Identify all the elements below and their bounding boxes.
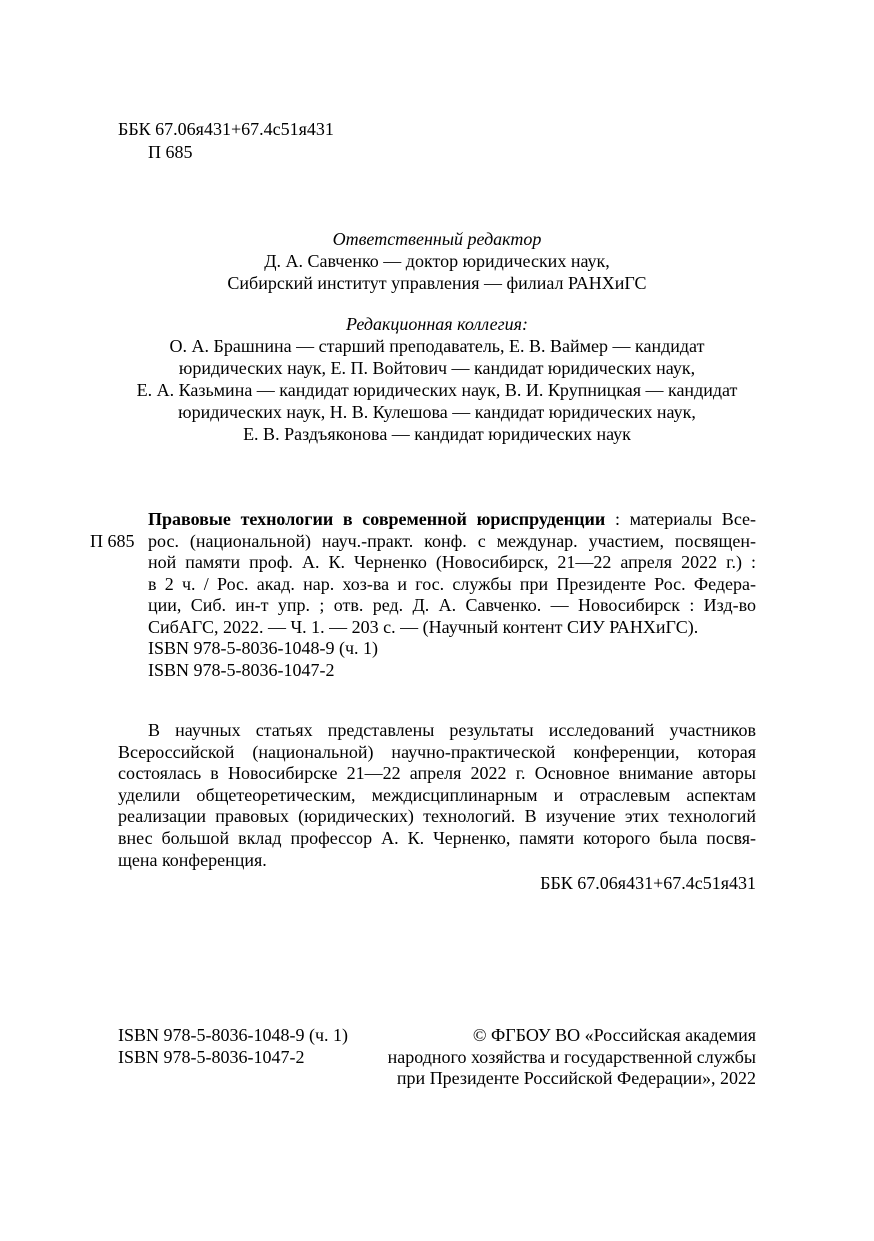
abstract-line: уделили общетеоретическим, междисциплинарным и отраслевым аспектам [118,784,756,805]
editorial-board-line: Е. А. Казьмина — кандидат юридических наук, В. И. Крупницкая — кандидат [136,380,738,400]
bib-author-sign: П 685 [90,531,135,551]
copyright-line: при Президенте Российской Федерации», 2022 [396,1068,756,1088]
bib-line [148,509,756,531]
abstract-line: состоялась в Новосибирске 21—22 апреля 2022 г. Основное внимание авторы [118,763,756,784]
bib-isbn-2: ISBN 978-5-8036-1047-2 [148,659,335,680]
abstract [118,720,756,871]
book-title: Правовые технологии в современной юриспруденции [148,509,606,529]
copyright-line: народного хозяйства и государственной службы [387,1046,756,1067]
abstract-line: щена конференция. [118,849,267,870]
bib-line-rest: : материалы Все- [605,509,757,529]
editorial-board-block [0,313,874,445]
responsible-editor-name: Д. А. Савченко — доктор юридических наук, [264,251,610,271]
abstract-line: реализации правовых (юридических) технологий. В изучение этих технологий [118,806,756,827]
footer-isbn-2: ISBN 978-5-8036-1047-2 [118,1046,305,1067]
editorial-board-label: Редакционная коллегия: [346,314,528,334]
bib-line: ции, Сиб. ин-т упр. ; отв. ред. Д. А. Савченко. — Новосибирск : Изд-во [148,595,756,615]
editorial-board-line: Е. В. Раздъяконова — кандидат юридических наук [243,424,631,444]
bbk-index: ББК 67.06я431+67.4с51я431 [118,119,334,139]
abstract-line: В научных статьях представлены результаты исследований участников [148,720,756,740]
bib-line: СибАГС, 2022. — Ч. 1. — 203 с. — (Научный контент СИУ РАНХиГС). [148,616,699,637]
editorial-board-line: юридических наук, Е. П. Войтович — кандидат юридических наук, [178,358,696,378]
bib-isbn-1: ISBN 978-5-8036-1048-9 (ч. 1) [148,638,379,658]
responsible-editor-label: Ответственный редактор [332,229,542,249]
author-sign: П 685 [148,142,193,162]
editorial-board-line: О. А. Брашнина — старший преподаватель, Е. В. Ваймер — кандидат [169,336,705,356]
bib-line: в 2 ч. / Рос. акад. нар. хоз-ва и гос. службы при Президенте Рос. Федера- [148,573,756,594]
abstract-bbk: ББК 67.06я431+67.4с51я431 [540,873,756,893]
bib-line: ной памяти проф. А. К. Черненко (Новосибирск, 21—22 апреля 2022 г.) : [148,552,756,572]
bibliographic-record [148,509,756,681]
abstract-line: внес большой вклад профессор А. К. Черненко, памяти которого была посвя- [118,827,756,848]
footer-isbn-1: ISBN 978-5-8036-1048-9 (ч. 1) [118,1025,349,1045]
bib-line: рос. (национальной) науч.-практ. конф. с междунар. участием, посвящен- [148,530,756,551]
copyright-block [388,1025,756,1090]
abstract-line: Всероссийской (национальной) научно-практической конференции, которая [118,741,756,762]
responsible-editor-affiliation: Сибирский институт управления — филиал РАНХиГС [227,273,647,293]
responsible-editor-block [0,228,874,294]
footer-isbn-block [118,1025,348,1068]
editorial-board-line: юридических наук, Н. В. Кулешова — кандидат юридических наук, [178,402,696,422]
copyright-line: © ФГБОУ ВО «Российская академия [472,1025,756,1045]
